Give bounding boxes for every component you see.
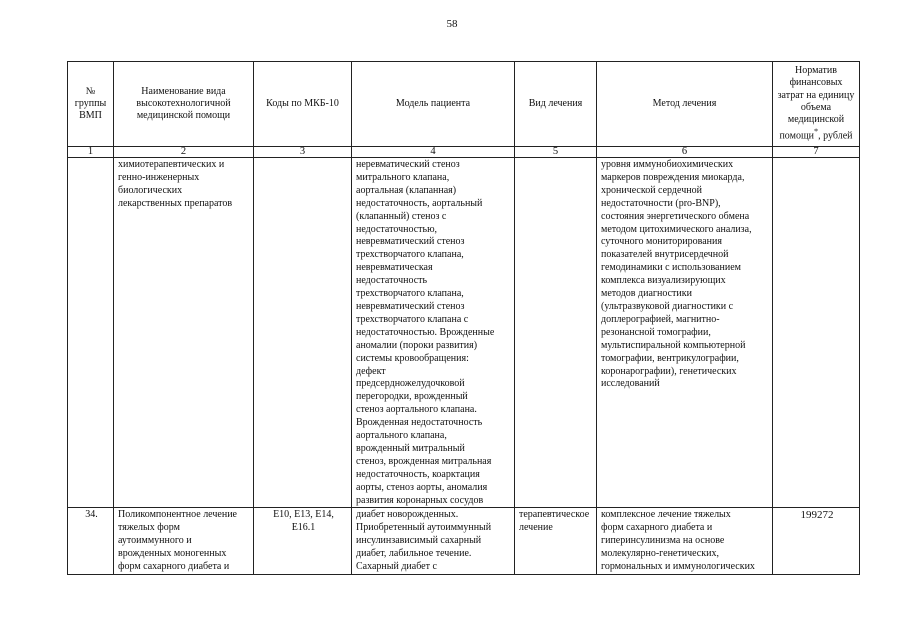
cell-method: уровня иммунобиохимических маркеров повреждения миокарда, хронической сердечной недостаточности (pro-BNP), состояния энергетического обмена методом цитохимического анализа, суточного мониторирования показателей внутрисердечной гемодинамики с использованием комплекса визуализирующих методов диагностики (ультразвуковой диагностики с доплерографией, магнитно- резонансной томографии, мультиспиральной компьютерной томографии, вентрикулографии, коронарографии), генетических исследований — [597, 158, 773, 508]
header-treatment-method: Метод лечения — [597, 62, 773, 147]
cell-group: 34. — [68, 508, 114, 575]
cell-codes: E10, E13, E14, E16.1 — [254, 508, 352, 575]
cell-codes — [254, 158, 352, 508]
header-group-number: № группы ВМП — [68, 62, 114, 147]
cell-name: Поликомпонентное лечение тяжелых форм аутоиммунного и врожденных моногенных форм сахарного диабета и — [114, 508, 254, 575]
header-cost-unit: , рублей — [818, 130, 853, 142]
cell-method: комплексное лечение тяжелых форм сахарного диабета и гиперинсулинизма на основе молекулярно-генетических, гормональных и иммунологических — [597, 508, 773, 575]
header-treatment-type: Вид лечения — [515, 62, 597, 147]
cell-treatment-type: терапевтическое лечение — [515, 508, 597, 575]
cell-group — [68, 158, 114, 508]
header-cost-footnote: * — [814, 127, 819, 137]
cell-treatment-type — [515, 158, 597, 508]
page-number: 58 — [446, 18, 458, 30]
column-number: 3 — [254, 147, 352, 158]
table-row-34 — [68, 508, 860, 575]
header-icd-codes: Коды по МКБ-10 — [254, 62, 352, 147]
header-row — [68, 62, 860, 147]
cell-cost: 199272 — [773, 508, 860, 575]
header-cost-text: Норматив финансовых затрат на единицу объема медицинской помощи — [777, 65, 855, 142]
table-row-continuation — [68, 158, 860, 508]
column-number: 2 — [114, 147, 254, 158]
column-number: 5 — [515, 147, 597, 158]
cell-cost — [773, 158, 860, 508]
header-patient-model: Модель пациента — [352, 62, 515, 147]
vmp-table — [67, 61, 860, 575]
column-number: 4 — [352, 147, 515, 158]
cell-name: химиотерапевтических и генно-инженерных биологических лекарственных препаратов — [114, 158, 254, 508]
header-care-type: Наименование вида высокотехнологичной медицинской помощи — [114, 62, 254, 147]
cell-model: диабет новорожденных. Приобретенный аутоиммунный инсулинзависимый сахарный диабет, лабильное течение. Сахарный диабет с — [352, 508, 515, 575]
column-number: 7 — [773, 147, 860, 158]
column-number: 1 — [68, 147, 114, 158]
cell-model: неревматический стеноз митрального клапана, аортальная (клапанная) недостаточность, аортальный (клапанный) стеноз с недостаточностью, невревматический стеноз трехстворчатого клапана, невревматическая недостаточность трехстворчатого клапана, невревматический стеноз трехстворчатого клапана с недостаточностью. Врожденные аномалии (пороки развития) системы кровообращения: дефект предсердножелудочковой перегородки, врожденный стеноз аортального клапана. Врожденная недостаточность аортального клапана, врожденный митральный стеноз, врожденная митральная недостаточность, коарктация аорты, стеноз аорты, аномалия развития коронарных сосудов — [352, 158, 515, 508]
column-number: 6 — [597, 147, 773, 158]
header-cost-norm — [773, 62, 860, 147]
column-number-row — [68, 147, 860, 158]
